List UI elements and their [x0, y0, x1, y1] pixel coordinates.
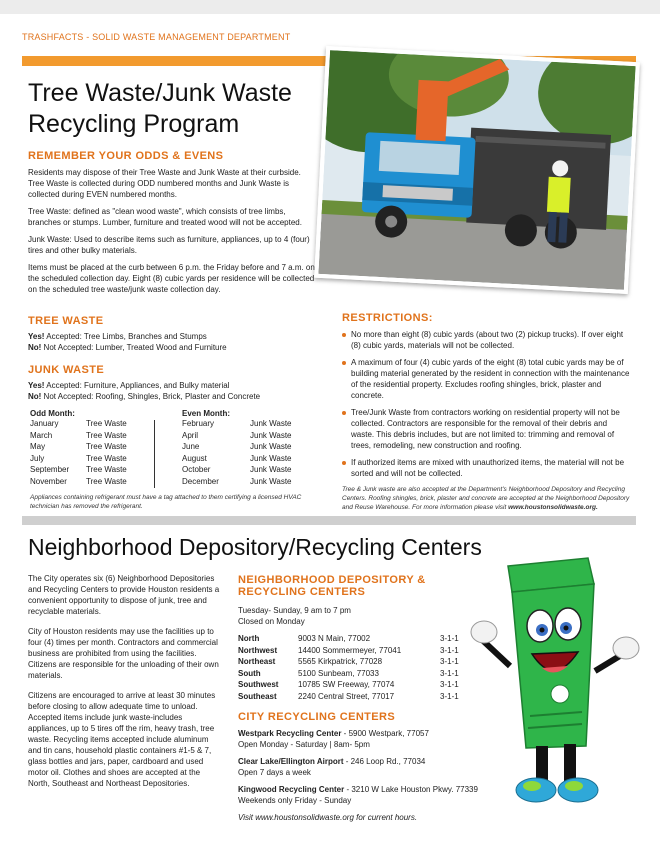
restriction-item: A maximum of four (4) cubic yards of the eight (8) total cubic yards may be of building material generated by the resident in connection with the maintenance of the residential property. Excludes roofing shingles, brick, plaster and concrete. — [342, 357, 632, 401]
junk-no-line — [28, 391, 318, 402]
depository-name: North — [238, 634, 260, 643]
junk-waste-section — [28, 364, 318, 402]
depository-address: 10785 SW Freeway, 77074 — [298, 680, 395, 689]
depository-name: Southwest — [238, 680, 279, 689]
month-name: January — [30, 419, 59, 428]
month-name: March — [30, 430, 53, 440]
recycling-center-address: - 3210 W Lake Houston Pkwy. 77339 — [344, 785, 478, 794]
city-recycling-heading: CITY RECYCLING CENTERS — [238, 711, 396, 723]
visit-note: Visit www.houstonsolidwaste.org for current hours. — [238, 813, 418, 822]
odd-month-row — [30, 464, 127, 476]
depository-row — [238, 668, 459, 680]
section2-p2: City of Houston residents may use the facilities up to four (4) times per month. Contractors and commercial business are prohibited from using the facilities. Citizens are responsible for the unloading of their own materials. — [28, 627, 219, 680]
month-name: September — [30, 465, 70, 474]
month-waste-type: Junk Waste — [250, 465, 292, 474]
odd-months — [30, 409, 170, 487]
restrictions-note-link[interactable]: www.houstonsolidwaste.org. — [508, 504, 598, 511]
recycling-center-line — [238, 784, 478, 795]
recycling-center-hours: Open Monday - Saturday | 8am- 5pm — [238, 740, 370, 749]
month-name: October — [182, 465, 211, 474]
month-waste-type: Tree Waste — [86, 476, 127, 486]
junk-no-label: No! — [28, 392, 42, 401]
depository-address: 5565 Kirkpatrick, 77028 — [298, 657, 383, 666]
depository-phone: 3-1-1 — [440, 634, 459, 643]
restriction-item: No more than eight (8) cubic yards (about two (2) pickup trucks). If over eight (8) cubic yards, materials will not be collected. — [342, 329, 632, 351]
depository-row — [238, 679, 459, 691]
depository-name: Northeast — [238, 657, 276, 666]
depository-name: Southeast — [238, 691, 277, 701]
odd-month-row — [30, 453, 127, 465]
tree-yes-label: Yes! — [28, 332, 45, 341]
odd-month-heading: Odd Month: — [30, 409, 75, 418]
recycling-center-name: Westpark Recycling Center — [238, 729, 342, 738]
remember-heading: REMEMBER YOUR ODDS & EVENS — [28, 150, 224, 162]
junk-no-text: Not Accepted: Roofing, Shingles, Brick, Plaster and Concrete — [41, 392, 261, 401]
month-name: April — [182, 430, 199, 440]
month-name: July — [30, 453, 45, 463]
top-bar — [0, 0, 660, 14]
depository-row — [238, 691, 459, 703]
gray-rule — [22, 516, 636, 525]
month-waste-type: Tree Waste — [86, 442, 127, 451]
truck-photo-art — [318, 50, 635, 290]
depository-hours-2: Closed on Monday — [238, 617, 305, 626]
even-month-row — [182, 476, 292, 488]
tree-yes-text: Accepted: Tree Limbs, Branches and Stumps — [44, 332, 207, 341]
recycling-center — [238, 728, 478, 750]
month-name: December — [182, 476, 219, 486]
recycling-center-name: Kingwood Recycling Center — [238, 785, 345, 794]
eyebrow-header: TRASHFACTS - SOLID WASTE MANAGEMENT DEPARTMENT — [22, 32, 291, 42]
month-name: May — [30, 442, 46, 451]
restrictions-note — [342, 485, 632, 512]
even-month-row — [182, 418, 292, 430]
recycling-center-name: Clear Lake/Ellington Airport — [238, 757, 344, 766]
depository-address: 14400 Sommermeyer, 77041 — [298, 645, 402, 655]
depository-address: 2240 Central Street, 77017 — [298, 691, 395, 701]
restrictions-section — [342, 312, 632, 512]
month-waste-type: Junk Waste — [250, 476, 292, 486]
month-waste-type: Tree Waste — [86, 465, 127, 474]
month-divider — [154, 420, 155, 488]
recycling-center-line — [238, 728, 478, 739]
truck-photo — [314, 46, 640, 294]
month-waste-type: Tree Waste — [86, 419, 127, 428]
title-line-1: Tree Waste/Junk Waste — [28, 79, 292, 107]
remember-p3: Junk Waste: Used to describe items such as furniture, appliances, up to 4 (four) tires and other bulky materials. — [28, 235, 310, 255]
even-months-table — [182, 418, 292, 487]
month-name: November — [30, 476, 67, 486]
month-waste-type: Tree Waste — [86, 453, 127, 463]
depository-phone: 3-1-1 — [440, 657, 459, 666]
month-waste-type: Junk Waste — [250, 453, 292, 463]
tree-waste-section — [28, 315, 318, 353]
restrictions-list — [342, 329, 632, 479]
tree-no-text: Not Accepted: Lumber, Treated Wood and Furniture — [41, 343, 227, 352]
junk-yes-line — [28, 380, 318, 391]
restrictions-heading: RESTRICTIONS: — [342, 312, 433, 324]
recycling-center-address: - 5900 Westpark, 77057 — [341, 729, 429, 738]
even-month-row — [182, 430, 292, 442]
remember-p4: Items must be placed at the curb between 6 p.m. the Friday before and 7 a.m. on the scheduled collection day. Eight (8) cubic yards per residence will be collected on the scheduled tree waste/junk waste collection day. — [28, 263, 315, 294]
month-waste-type: Tree Waste — [86, 430, 127, 440]
even-month-row — [182, 441, 292, 453]
recycling-center-hours: Weekends only Friday - Sunday — [238, 796, 352, 805]
depository-name: South — [238, 668, 261, 678]
month-name: June — [182, 442, 200, 451]
junk-waste-heading: JUNK WASTE — [28, 364, 105, 376]
tree-no-line — [28, 342, 318, 353]
remember-section — [28, 150, 318, 295]
depository-phone: 3-1-1 — [440, 645, 459, 655]
even-month-heading: Even Month: — [182, 409, 230, 418]
odd-months-table — [30, 418, 127, 487]
recycling-center-hours: Open 7 days a week — [238, 768, 311, 777]
section2-p1: The City operates six (6) Neighborhood Depositories and Recycling Centers to provide Houston residents a convenient opportunity to dispose of junk, tree and recyclable materials. — [28, 574, 220, 616]
section2-title: Neighborhood Depository/Recycling Centers — [28, 534, 482, 560]
depository-section — [238, 574, 478, 823]
tree-waste-heading: TREE WASTE — [28, 315, 104, 327]
depository-phone: 3-1-1 — [440, 691, 459, 701]
even-month-row — [182, 464, 292, 476]
depository-heading-2: RECYCLING CENTERS — [238, 586, 366, 598]
depository-row — [238, 656, 459, 668]
section2-intro — [28, 573, 223, 789]
restriction-item: Tree/Junk Waste from contractors working on residential property will not be collected. Contractors are responsible for the removal of their debris and waste. This debris includes, but are not limited to: trimming and removal of trees, remodeling, new construction and roofing. — [342, 407, 632, 451]
even-months — [182, 409, 322, 487]
depository-heading-1: NEIGHBORHOOD DEPOSITORY & — [238, 574, 426, 586]
section2-p3: Citizens are encouraged to arrive at least 30 minutes before closing to allow adequate time to unload. Accepted items include junk waste-includes appliances, up to 5 tires off the rim, heavy trash, tree waste. Recycling items accepted include aluminum and tin cans, household plastic containers #1-5 & 7, glass bottles and jars, paper, cardboard and used motor oil. Clothes and shoes are accepted at the North, Southeast and Northeast Depositories. — [28, 691, 216, 788]
tree-no-label: No! — [28, 343, 42, 352]
depository-address: 5100 Sunbeam, 77033 — [298, 668, 379, 678]
recycling-center — [238, 784, 478, 806]
junk-yes-label: Yes! — [28, 381, 45, 390]
recycling-center-line — [238, 756, 478, 767]
depository-name: Northwest — [238, 645, 278, 655]
restrictions-note-text: Tree & Junk waste are also accepted at the Department's Neighborhood Depository and Recycling Centers. Roofing shingles, brick, plaster and concrete are accepted at the Neighborhood Depository and Reuse Warehouse. For more information please visit — [342, 486, 630, 511]
month-waste-type: Junk Waste — [250, 430, 292, 440]
tree-yes-line — [28, 331, 318, 342]
remember-p1: Residents may dispose of their Tree Waste and Junk Waste at their curbside. Tree Waste is collected during ODD numbered months and Junk Waste is collected during EVEN numbered months. — [28, 168, 301, 199]
refrigerant-footnote: Appliances containing refrigerant must have a tag attached to them certifying a licensed HVAC technician has removed the refrigerant. — [30, 494, 302, 510]
mascot-art — [470, 556, 645, 816]
month-waste-type: Junk Waste — [250, 442, 292, 451]
depository-row — [238, 633, 459, 645]
month-waste-type: Junk Waste — [250, 419, 292, 428]
depository-hours-1: Tuesday- Sunday, 9 am to 7 pm — [238, 606, 351, 615]
month-name: February — [182, 419, 215, 428]
month-name: August — [182, 453, 207, 463]
recycling-center — [238, 756, 478, 778]
restriction-item: If authorized items are mixed with unauthorized items, the material will not be sorted and will not be collected. — [342, 457, 632, 479]
recycling-center-address: - 246 Loop Rd., 77034 — [343, 757, 426, 766]
depository-phone: 3-1-1 — [440, 680, 459, 689]
page-title — [28, 78, 348, 140]
odd-month-row — [30, 418, 127, 430]
remember-p2: Tree Waste: defined as "clean wood waste", which consists of tree limbs, branches or stumps. Lumber, furniture and treated wood will not be accepted. — [28, 207, 302, 227]
odd-month-row — [30, 441, 127, 453]
even-month-row — [182, 453, 292, 465]
depository-phone: 3-1-1 — [440, 668, 459, 678]
odd-month-row — [30, 476, 127, 488]
odd-month-row — [30, 430, 127, 442]
depository-table — [238, 633, 459, 702]
junk-yes-text: Accepted: Furniture, Appliances, and Bulky material — [44, 381, 230, 390]
depository-row — [238, 645, 459, 657]
city-recycling-list — [238, 728, 478, 806]
title-line-2: Recycling Program — [28, 110, 240, 138]
depository-address: 9003 N Main, 77002 — [298, 634, 371, 643]
recycling-bin-mascot — [470, 556, 645, 816]
